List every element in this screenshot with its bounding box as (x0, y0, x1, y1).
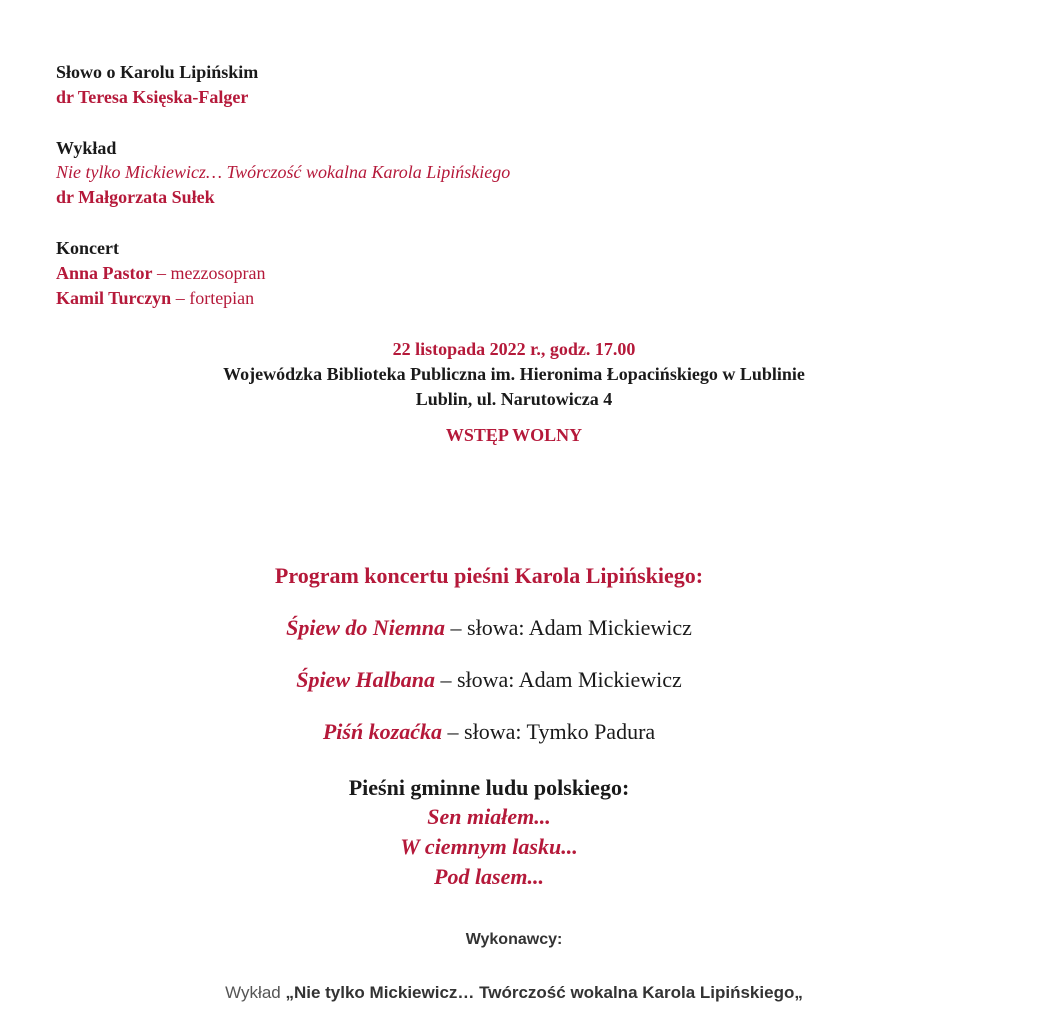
performer-role: fortepian (189, 288, 255, 308)
event-venue: Wojewódzka Biblioteka Publiczna im. Hieronima Łopacińskiego w Lublinie (223, 364, 805, 384)
performers-label: Wykonawcy: (465, 931, 563, 948)
song-words: słowa: Adam Mickiewicz (467, 615, 692, 640)
concert-heading: Koncert (56, 238, 119, 258)
talk-speaker: dr Teresa Księska-Falger (56, 87, 249, 107)
folk-songs-heading: Pieśni gminne ludu polskiego: (348, 775, 630, 800)
song-title: Piśń kozaćka (322, 719, 443, 744)
song-line (0, 615, 978, 641)
admission-note: WSTĘP WOLNY (445, 425, 583, 445)
lecture-heading: Wykład (56, 138, 117, 158)
performer-name: Kamil Turczyn (56, 288, 172, 308)
song-separator: – (445, 615, 468, 640)
song-line (0, 719, 978, 745)
lecture-speaker: dr Małgorzata Sułek (56, 187, 215, 207)
song-line (0, 667, 978, 693)
footer-lecture-prefix: Wykład (225, 983, 286, 1002)
performer-separator: – (171, 288, 190, 308)
song-words: słowa: Tymko Padura (464, 719, 656, 744)
song-words: słowa: Adam Mickiewicz (456, 667, 682, 692)
performer-role: mezzosopran (170, 263, 266, 283)
performer-line (56, 262, 265, 284)
performer-line (56, 287, 254, 309)
song-separator: – (434, 667, 457, 692)
folk-song: W ciemnym lasku... (400, 834, 578, 859)
song-title: Śpiew do Niemna (286, 615, 446, 640)
footer-lecture-title: „Nie tylko Mickiewicz… Twórczość wokalna Karola Lipińskiego„ (285, 983, 803, 1002)
song-separator: – (442, 719, 465, 744)
folk-song: Pod lasem... (434, 864, 544, 889)
folk-song: Sen miałem... (427, 804, 551, 829)
event-address: Lublin, ul. Narutowicza 4 (415, 389, 613, 409)
event-date: 22 listopada 2022 r., godz. 17.00 (392, 339, 636, 359)
footer-lecture-line (0, 982, 1028, 1004)
talk-heading: Słowo o Karolu Lipińskim (56, 62, 259, 82)
performer-separator: – (152, 263, 171, 283)
performer-name: Anna Pastor (56, 263, 153, 283)
song-title: Śpiew Halbana (296, 667, 435, 692)
program-heading: Program koncertu pieśni Karola Lipińskiego: (274, 563, 704, 588)
lecture-title: Nie tylko Mickiewicz… Twórczość wokalna Karola Lipińskiego (56, 162, 511, 182)
